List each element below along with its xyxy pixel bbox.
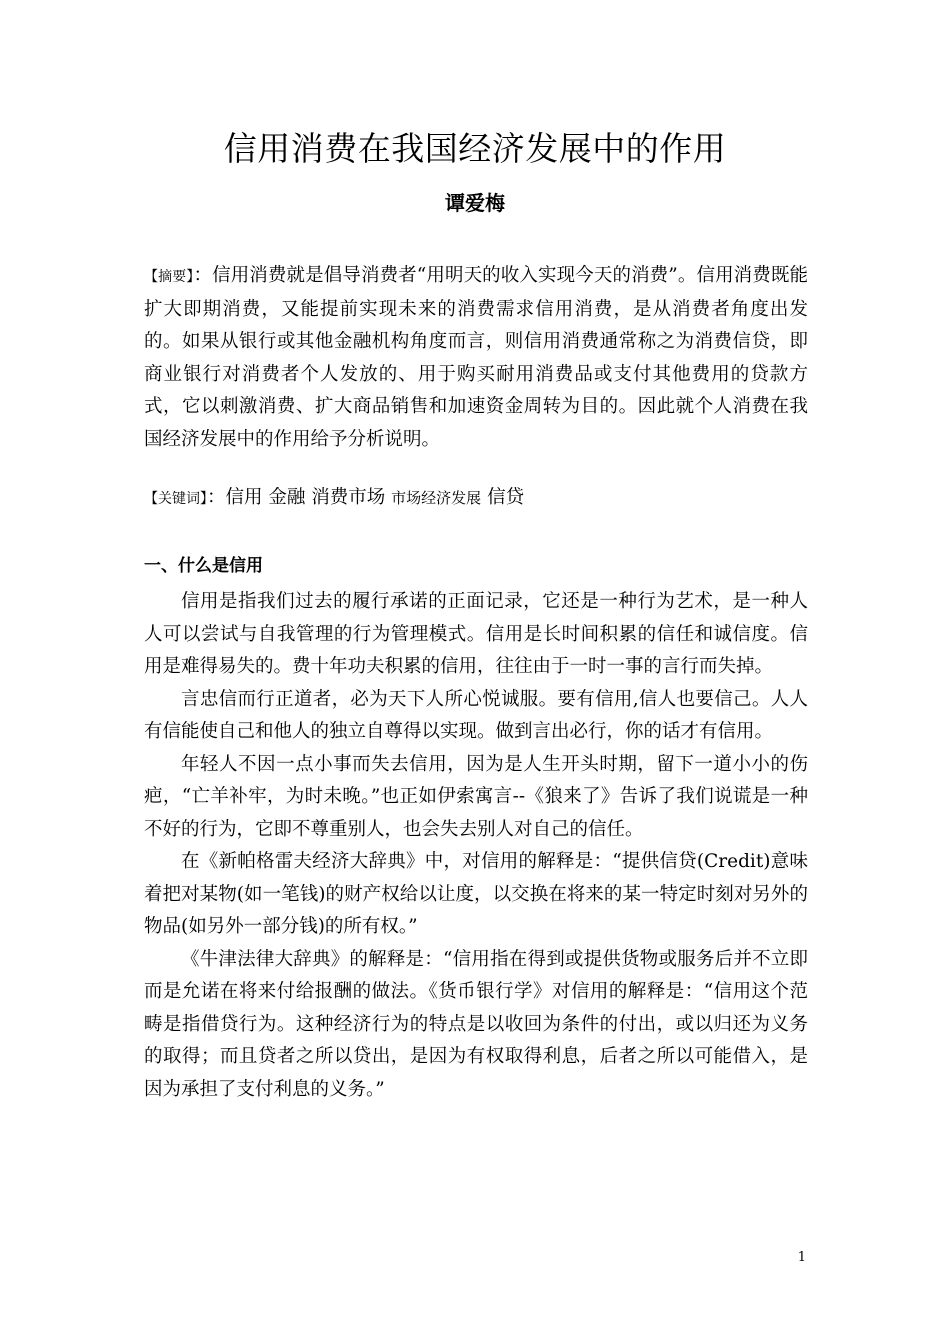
section-paragraph: 信用是指我们过去的履行承诺的正面记录，它还是一种行为艺术，是一种人人可以尝试与自我管理的行为管理模式。信用是长时间积累的信任和诚信度。信用是难得易失的。费十年功夫积累的信用，往往由于一时一事的言行而失掉。 bbox=[144, 591, 808, 677]
keywords-separator: ： bbox=[207, 487, 226, 508]
keywords-label: 【关键词】 bbox=[144, 491, 207, 507]
keywords-items-b: 市场经济发展 bbox=[391, 489, 482, 507]
section-heading: 一、什么是信用 bbox=[144, 556, 263, 576]
page-number: 1 bbox=[797, 1250, 806, 1265]
section-paragraph: 年轻人不因一点小事而失去信用，因为是人生开头时期，留下一道小小的伤疤，“亡羊补牢，为时未晚。”也正如伊索寓言--《狼来了》告诉了我们说谎是一种不好的行为，它即不尊重别人，也会失去别人对自己的信任。 bbox=[144, 753, 808, 840]
section-paragraph: 在《新帕格雷夫经济大辞典》中，对信用的解释是：“提供信贷(Credit)意味着把对某物(如一笔钱)的财产权给以让度，以交换在将来的某一特定时刻对另外的物品(如另外一部分钱)的所有权。” bbox=[144, 851, 808, 937]
abstract-label: 【摘要】 bbox=[144, 269, 194, 285]
section-paragraph: 《牛津法律大辞典》的解释是：“信用指在得到或提供货物或服务后并不立即而是允诺在将来付给报酬的做法。《货币银行学》对信用的解释是：“信用这个范畴是指借贷行为。这种经济行为的特点是以收回为条件的付出，或以归还为义务的取得；而且贷者之所以贷出，是因为有权取得利息，后者之所以可能借入，是因为承担了支付利息的义务。” bbox=[144, 948, 808, 1100]
document-title: 信用消费在我国经济发展中的作用 bbox=[223, 129, 727, 168]
keywords-items-a: 信用 金融 消费市场 bbox=[225, 487, 392, 508]
abstract-text: 信用消费就是倡导消费者“用明天的收入实现今天的消费”。信用消费既能扩大即期消费，又能提前实现未来的消费需求信用消费，是从消费者角度出发的。如果从银行或其他金融机构角度而言，则信用消费通常称之为消费信贷，即商业银行对消费者个人发放的、用于购买耐用消费品或支付其他费用的贷款方式，它以刺激消费、扩大商品销售和加速资金周转为目的。因此就个人消费在我国经济发展中的作用给予分析说明。 bbox=[144, 265, 809, 450]
abstract-separator: ： bbox=[193, 265, 213, 286]
section-paragraph: 言忠信而行正道者，必为天下人所心悦诚服。要有信用,信人也要信己。人人有信能使自己和他人的独立自尊得以实现。做到言出必行，你的话才有信用。 bbox=[144, 688, 808, 742]
author-name: 谭爱梅 bbox=[445, 191, 505, 215]
keywords-line bbox=[144, 482, 808, 515]
section-body bbox=[144, 586, 808, 1106]
keywords-items-c: 信贷 bbox=[481, 487, 525, 508]
abstract-paragraph bbox=[144, 260, 808, 456]
